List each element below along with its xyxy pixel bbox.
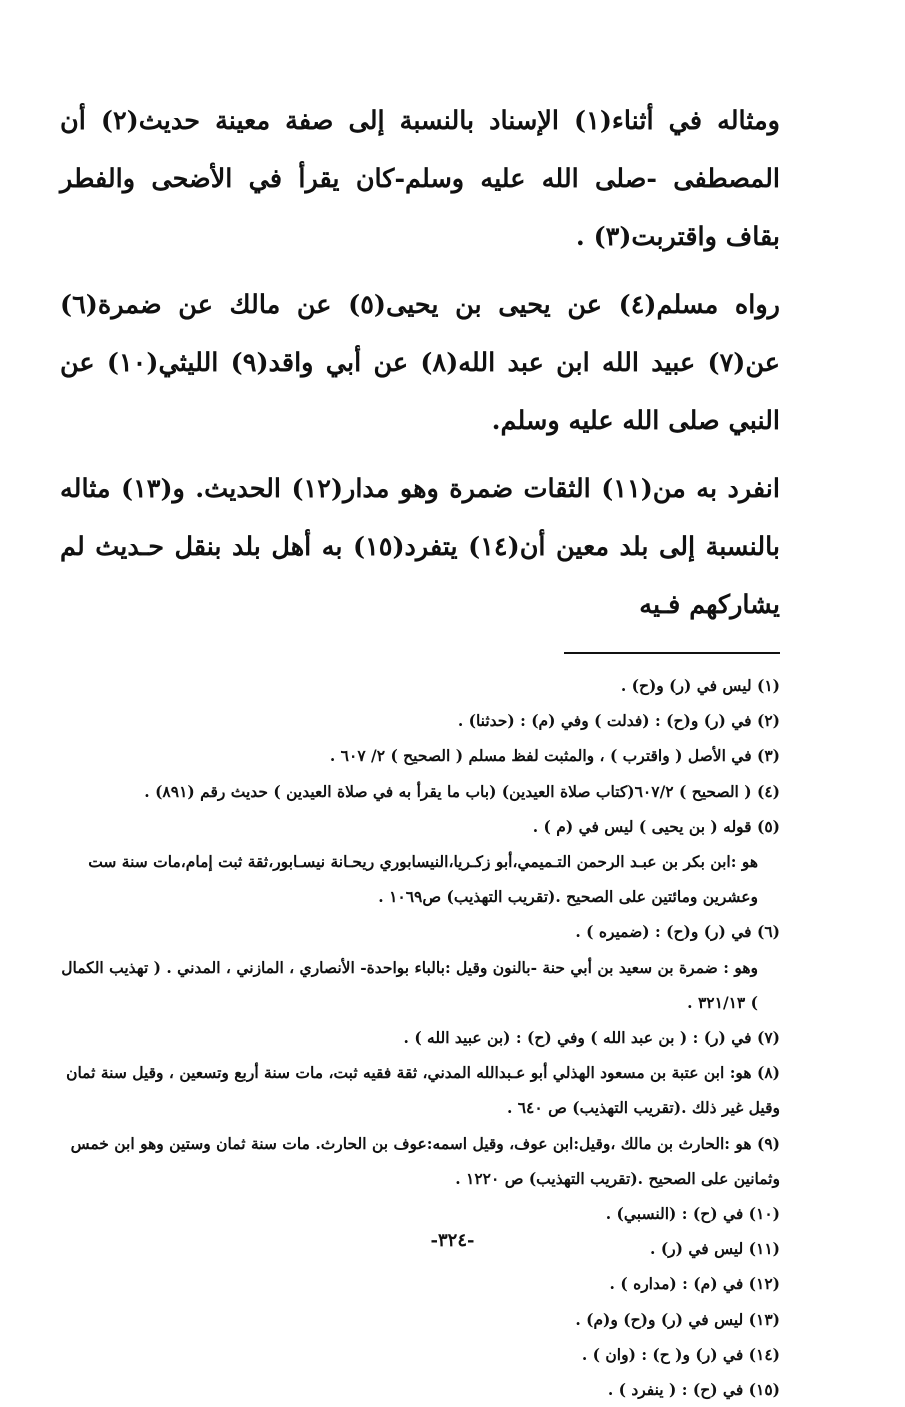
footnote-9: (٩) هو :الحارث بن مالك ،وقيل:ابن عوف، وقيل اسمه:عوف بن الحارث. مات سنة ثمان وستين وهو ابن خمس وثمانين على الصحيح .(تقريب التهذيب) ص ١٢٢٠ . bbox=[70, 1133, 780, 1188]
footnote-divider bbox=[564, 652, 780, 654]
footnote-7: (٧) في (ر) : ( بن عبد الله ) وفي (ح) : (بن عبيد الله ) . bbox=[403, 1028, 780, 1048]
paragraph-3: انفرد به من(١١) الثقات ضمرة وهو مدار(١٢) الحديث. و(١٣) مثاله بالنسبة إلى بلد معين أن(١٤) يتفرد(١٥) به أهل بلد بنقل حـديث لم يشاركهم فـيه bbox=[60, 474, 781, 620]
footnote-8: (٨) هو: ابن عتبة بن مسعود الهذلي أبو عـبدالله المدني، ثقة فقيه ثبت، مات سنة أربع وتسعين ، وقيل سنة ثمان وقيل غير ذلك .(تقريب التهذيب) ص ٦٤٠ . bbox=[66, 1063, 780, 1118]
footnote-10: (١٠) في (ح) : (النسبي) . bbox=[605, 1204, 780, 1224]
footnote-15: (١٥) في (ح) : ( ينفرد ) . bbox=[607, 1380, 780, 1400]
page-number: -٣٢٤- bbox=[430, 1230, 475, 1251]
footnote-1: (١) ليس في (ر) و(ح) . bbox=[620, 676, 780, 695]
page-body bbox=[60, 92, 781, 1400]
paragraph-1: ومثاله في أثناء(١) الإسناد بالنسبة إلى صفة معينة حديث(٢) أن المصطفى -صلى الله عليه وسلم-كان يقرأ في الأضحى والفطر بقاف واقتربت(٣) . bbox=[60, 106, 780, 252]
footnotes bbox=[60, 668, 780, 1407]
footnote-6-detail: وهو : ضمرة بن سعيد بن أبي حنة -بالنون وقيل :بالباء بواحدة- الأنصاري ، المازني ، المدني . ( تهذيب الكمال ) ٣٢١/١٣ . bbox=[61, 957, 758, 1012]
footnote-5-detail: هو :ابن بكر بن عبـد الرحمن التـميمي،أبو زكـريا،النيسابوري ريحـانة نيسـابور،ثقة ثبت إمام،مات سنة ست وعشرين ومائتين على الصحيح .(تقريب التهذيب) ص١٠٦٩ . bbox=[88, 852, 758, 907]
footnote-14: (١٤) في (ر) و( ح) : (وان ) . bbox=[581, 1344, 780, 1364]
footnote-12: (١٢) في (م) : (مداره ) . bbox=[609, 1274, 780, 1294]
footnote-2: (٢) في (ر) و(ح) : (فدلت ) وفي (م) : (حدثنا) . bbox=[457, 711, 780, 731]
footnote-3: (٣) في الأصل ( واقترب ) ، والمثبت لفظ مسلم ( الصحيح ) ٢/ ٦٠٧ . bbox=[329, 746, 780, 766]
footnote-6: (٦) في (ر) و(ح) : (ضميره ) . bbox=[575, 922, 780, 942]
footnote-13: (١٣) ليس في (ر) و(ح) و(م) . bbox=[575, 1309, 780, 1329]
paragraph-2: رواه مسلم(٤) عن يحيى بن يحيى(٥) عن مالك عن ضمرة(٦) عن(٧) عبيد الله ابن عبد الله(٨) عن أبي واقد(٩) الليثي(١٠) عن النبي صلى الله عليه وسلم. bbox=[60, 290, 780, 436]
footnote-11: (١١) ليس في (ر) . bbox=[650, 1239, 780, 1259]
main-text bbox=[60, 92, 780, 634]
footnote-4: (٤) ( الصحيح ) ٦٠٧/٢(كتاب صلاة العيدين) (باب ما يقرأ به في صلاة العيدين ) حديث رقم (٨٩١) . bbox=[144, 781, 780, 801]
footnote-5: (٥) قوله ( بن يحيى ) ليس في (م ) . bbox=[532, 816, 780, 836]
